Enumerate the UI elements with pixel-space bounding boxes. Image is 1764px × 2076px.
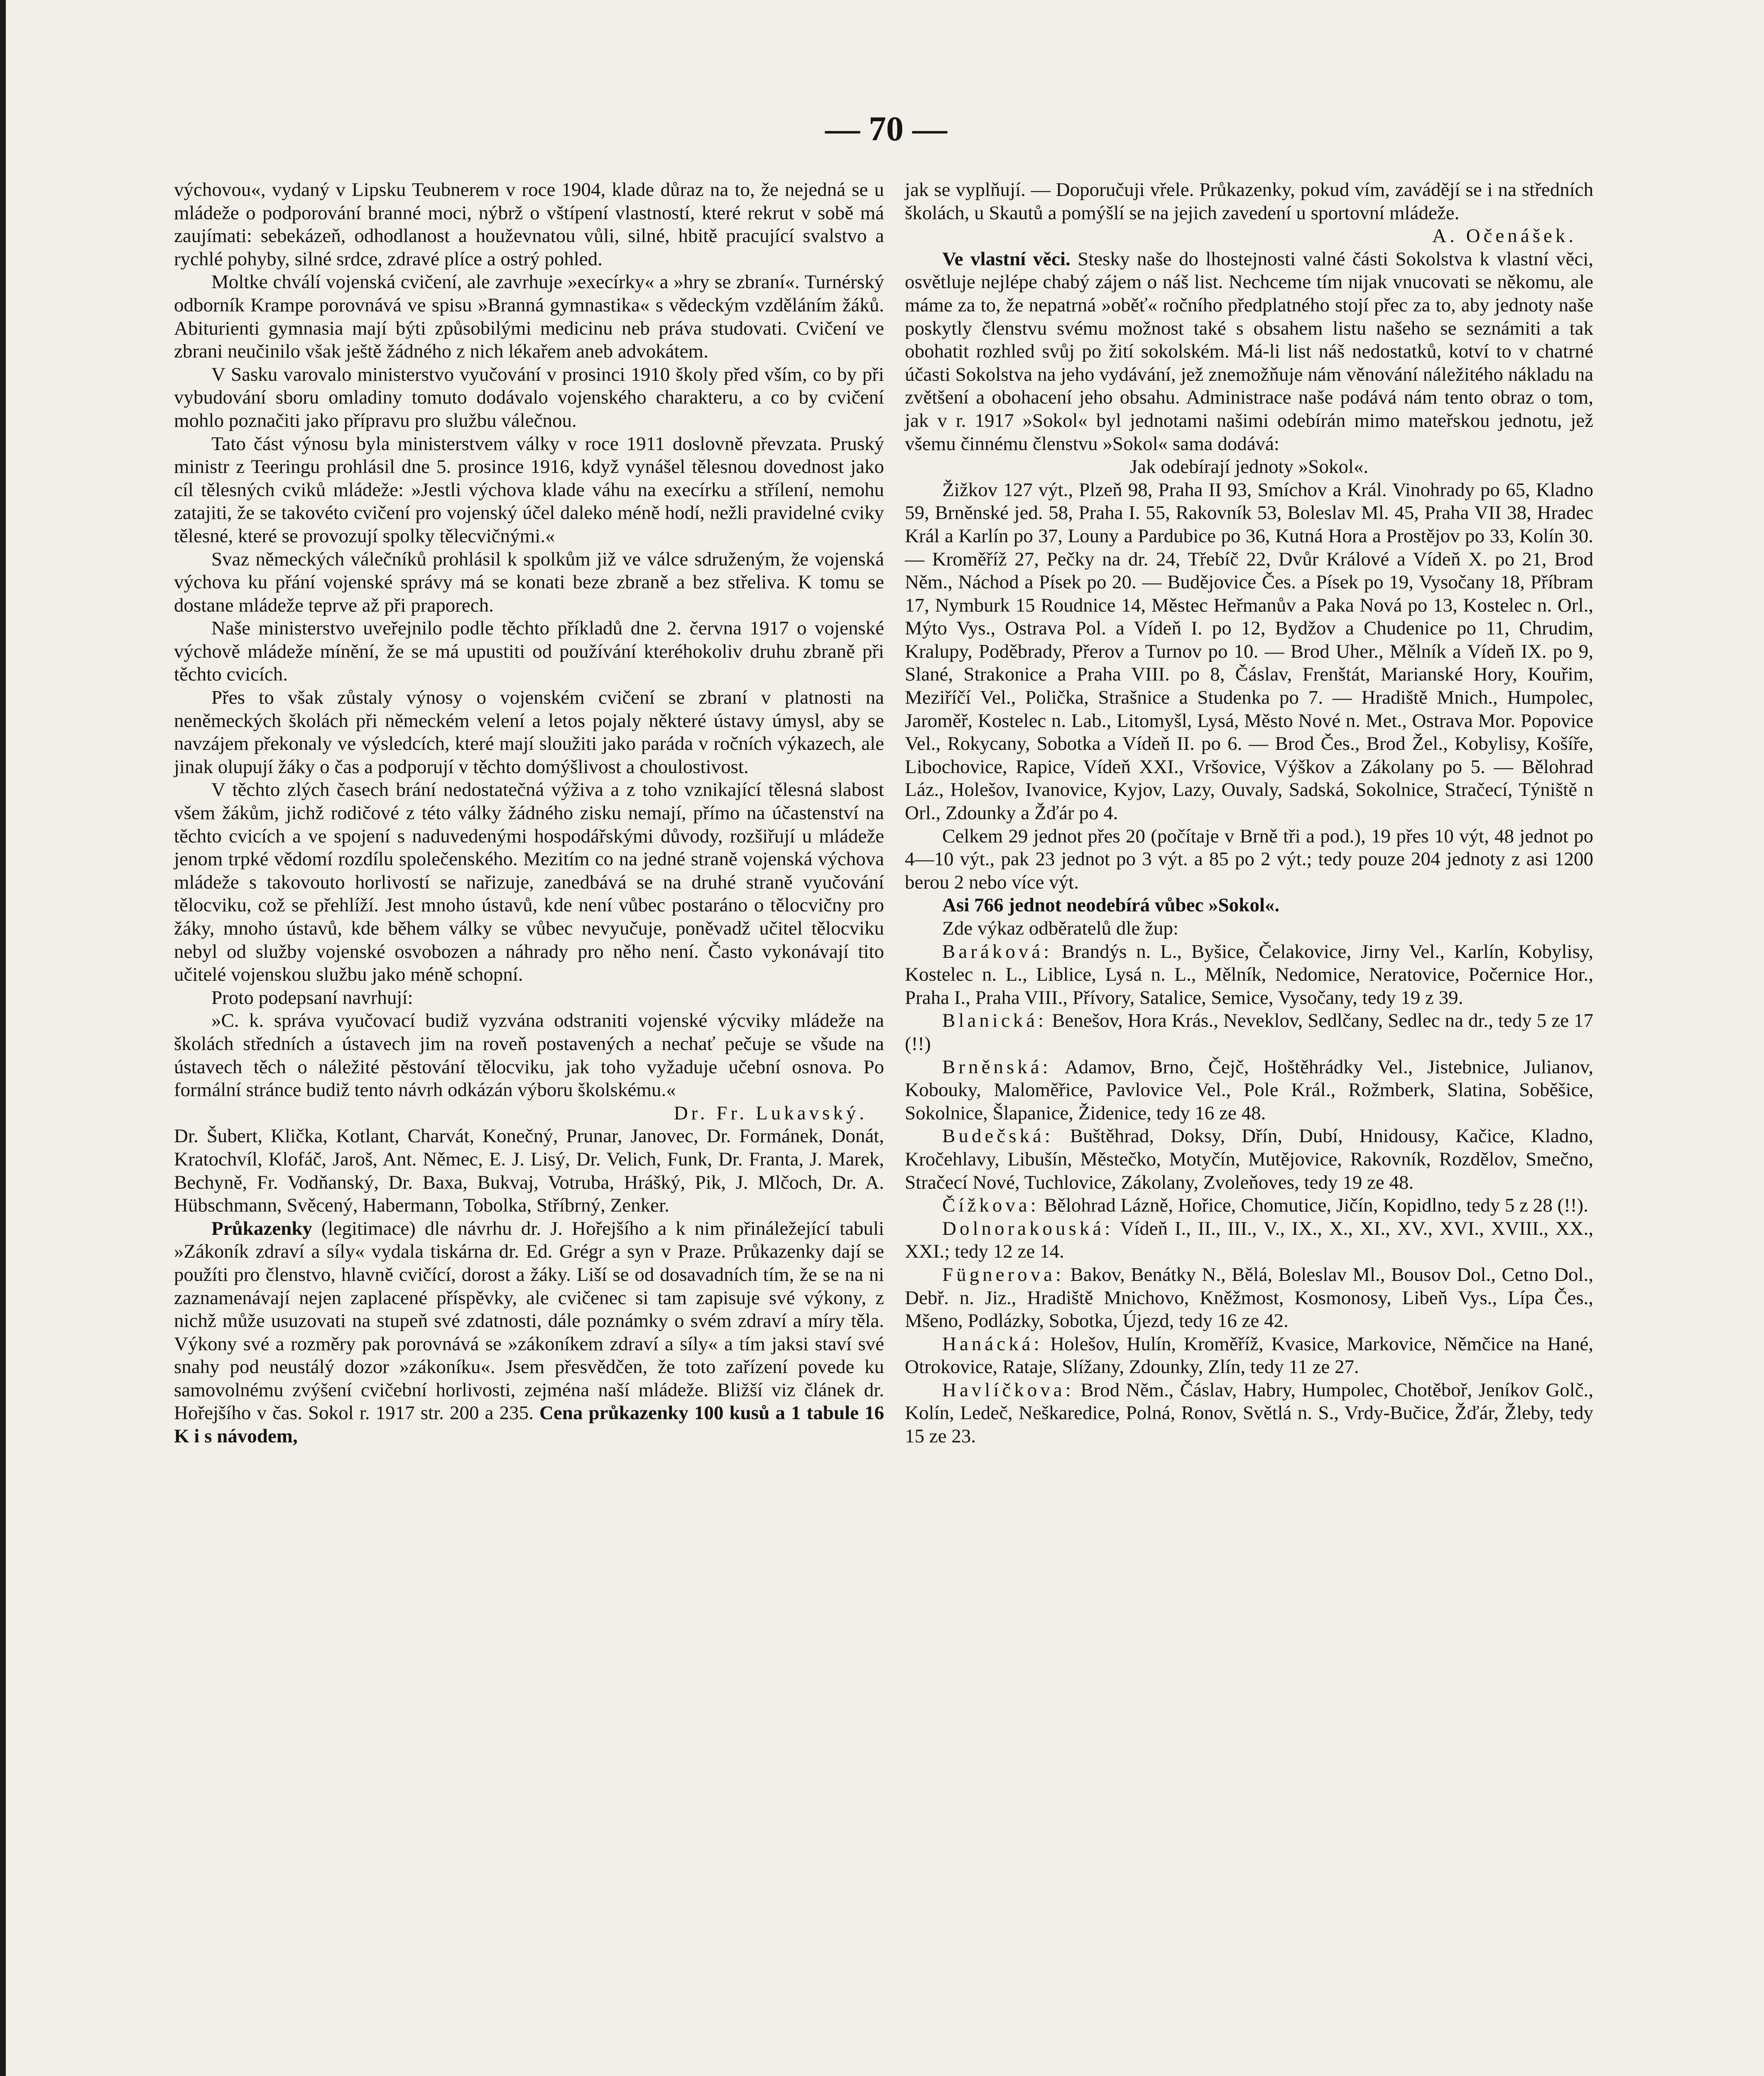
zupa-name: Fügnerova: — [942, 1263, 1065, 1285]
zupa-name: Havlíčkova: — [942, 1379, 1074, 1401]
zupa-entry — [905, 1263, 1593, 1333]
zupa-members: Brod Něm., Čáslav, Habry, Humpolec, Chotěboř, Jeníkov Golč., Kolín, Ledeč, Neškaredice, Polná, Ronov, Světlá n. S., Vrdy-Bučice, Žďár, Žleby, tedy 15 ze 23. — [905, 1379, 1593, 1447]
zupa-name: Brněnská: — [942, 1056, 1051, 1078]
paragraph: Naše ministerstvo uveřejnilo podle těchto příkladů dne 2. června 1917 o vojenské výchově mládeže mínění, že se má upustiti od používání kteréhokoliv druhu zbraně při těchto cvicích. — [174, 617, 884, 685]
zupa-entry — [905, 1056, 1593, 1125]
zupa-members: Brandýs n. L., Byšice, Čelakovice, Jirny Vel., Karlín, Kobylisy, Kostelec n. L., Liblice, Lysá n. L., Mělník, Nedomice, Neratovice, Počernice Hor., Praha I., Praha VIII., Přívory, Satalice, Semice, Vysočany, tedy 19 z 39. — [905, 940, 1593, 1009]
zupa-members: Benešov, Hora Krás., Neveklov, Sedlčany, Sedlec na dr., tedy 5 ze 17 (!!) — [905, 1010, 1593, 1055]
zupa-entry — [905, 1125, 1593, 1194]
paragraph: Tato část výnosu byla ministerstvem války v roce 1911 doslovně převzata. Pruský ministr z Teeringu prohlásil dne 5. prosince 1916, když vynášel tělesnou dovednost jako cíl tělesných cviků mládeže: »Jestli výchova klade váhu na execírku a střílení, nemohu zatajiti, že se takovéto cvičení pro vojenský účel daleko méně hodí, nežli pravidelné cviky tělesné, které se provozují spolky tělecvičnými.« — [174, 433, 884, 547]
paragraph: Proto podepsaní navrhují: — [211, 987, 413, 1009]
paragraph: Svaz německých válečníků prohlásil k spolkům již ve válce sdruženým, že vojenská výchova ku přání vojenské správy má se konati beze zbraně a bez střeliva. K tomu se dostane mládeže teprve až při praporech. — [174, 548, 884, 616]
zupa-members: Holešov, Hulín, Kroměříž, Kvasice, Markovice, Němčice na Hané, Otrokovice, Rataje, Slížany, Zdounky, Zlín, tedy 11 ze 27. — [905, 1333, 1593, 1378]
paragraph-text: Stesky naše do lhostejnosti valné části Sokolstva k vlastní věci, osvětluje nejlépe chabý zájem o náš list. Nechceme tím nijak vnucovati se někomu, ale máme za to, že nepatrná »oběť« ročního předplatného stojí přec za to, aby jednoty naše poskytly členstvu svému možnost také s obsahem listu našeho se seznámiti a tak obohatit rozhled svůj po žití sokolském. Má-li list náš nedostatků, kotví to v chatrné účasti Sokolstva na jeho vydávání, jež znemožňuje nám věnování náležitého nákladu na zvětšení a obohacení jeho obsahu. Administrace naše podává nám tento obraz o tom, jak v r. 1917 »Sokol« byl jednotami našimi odebírán mimo mateřskou jednotu, jež všemu činnému členstvu »Sokol« sama dodává: — [905, 248, 1594, 455]
subheading: Jak odebírají jednoty »Sokol«. — [1129, 456, 1369, 478]
paragraph: Přes to však zůstaly výnosy o vojenském cvičení se zbraní v platnosti na neněmeckých školách při německém velení a letos pojaly některé ústavy úmysl, aby se navzájem překonaly ve výsledcích, které mají sloužiti jako paráda v ročních výkazech, ale jinak olupují žáky o čas a podporují v těchto domýšlivost a choulostivost. — [174, 687, 884, 778]
zupa-entry — [905, 1217, 1593, 1263]
right-column — [905, 179, 1593, 1448]
paragraph: Moltke chválí vojenská cvičení, ale zavrhuje »execírky« a »hry se zbraní«. Turnérský odborník Krampe porovnává ve spisu »Branná gymnastika« s vědeckým vzděláním žáků. Abiturienti gymnasia mají býti způsobilými medicinu neb práva studovati. Cvičení ve zbrani neučinilo však ještě žádného z nich lékařem aneb advokátem. — [174, 271, 884, 362]
price-note: Cena průkazenky 100 kusů a 1 tabule 16 K i s návodem, — [174, 1402, 884, 1447]
section-heading: Ve vlastní věci. — [942, 248, 1071, 270]
paragraph: Zde výkaz odběratelů dle žup: — [942, 918, 1178, 939]
zupa-name: Budečská: — [942, 1125, 1054, 1147]
zupa-members: Bělohrad Lázně, Hořice, Chomutice, Jičín, Kopidlno, tedy 5 z 28 (!!). — [1039, 1195, 1588, 1217]
paragraph: Celkem 29 jednot přes 20 (počítaje v Brně tři a pod.), 19 přes 10 výt, 48 jednot po 4—10 výt., pak 23 jednot po 3 výt. a 85 po 2 výt.; tedy pouze 204 jednoty z asi 1200 berou 2 nebo více výt. — [905, 825, 1593, 893]
paragraph: V těchto zlých časech brání nedostatečná výživa a z toho vznikající tělesná slabost všem žákům, jichž rodičové z této války žádného zisku nemají, přímo na účastenství na těchto cvicích a ve spojení s naduvedenými hospodářskými důvody, rozšiřují u mládeže jenom trpké vědomí rozdílu společenského. Mezitím co na jedné straně vojenská výchova mládeže s takovouto horlivostí se nařizuje, zanedbává se na druhé straně vyučování tělocviku, což se přehlíží. Jest mnoho ústavů, kde není vůbec postaráno o tělocvičny pro žáky, mnoho ústavů, kde během války se vůbec nevyučuje, poněvadž učitel tělocviku nebyl od služby vojenské osvobozen a náhrady pro něho není. Často vykonávají tito učitelé vojenskou službu jako méně schopní. — [174, 779, 884, 986]
zupa-name: Dolnorakouská: — [942, 1217, 1114, 1239]
zupa-members: Bakov, Benátky N., Bělá, Boleslav Ml., Bousov Dol., Cetno Dol., Debř. n. Jiz., Hradiště Mnichovo, Kněžmost, Kosmonosy, Libeň Vys., Lípa Čes., Mšeno, Podlázky, Sobotka, Újezd, tedy 16 ze 42. — [905, 1263, 1593, 1332]
signature: A. Očenášek. — [1432, 225, 1577, 247]
paragraph-prukazenky — [174, 1217, 884, 1448]
bold-text: Asi 766 jednot neodebírá vůbec »Sokol«. — [942, 894, 1280, 916]
proposal-paragraph: »C. k. správa vyučovací budiž vyzvána odstraniti vojenské výcviky mládeže na školách středních a ústavech jim na roveň postavených a nechať pečuje se všude na ústavech těch o náležité pěstování tělocviku, jak toho vyžaduje učební osnova. Po formální stránce budiž tento návrh odkázán výboru školskému.« — [174, 1010, 884, 1101]
zupa-members: Adamov, Brno, Čejč, Hoštěhrádky Vel., Jistebnice, Julianov, Kobouky, Maloměřice, Pavlovice Vel., Pole Král., Rožmberk, Slatina, Soběšice, Sokolnice, Šlapanice, Židenice, tedy 16 ze 48. — [905, 1056, 1593, 1124]
zupa-name: Baráková: — [942, 940, 1053, 962]
zupa-entry — [905, 1379, 1593, 1448]
paragraph: jak se vyplňují. — Doporučuji vřele. Průkazenky, pokud vím, zavádějí se i na středních školách, u Skautů a pomýšlí se na jejich zavedení u sportovní mládeže. — [905, 179, 1593, 224]
paragraph-vlastni — [905, 248, 1593, 455]
zupa-entry — [905, 1333, 1593, 1379]
page-number: — 70 — — [825, 110, 947, 148]
left-column — [174, 179, 884, 1448]
paragraph-text: (legitimace) dle návrhu dr. J. Hořejšího a k nim přináležející tabuli »Zákoník zdraví a síly« vydala tiskárna dr. Ed. Grégr a syn v Praze. Průkazenky dají se použíti pro členstvo, hlavně cvičící, dorost a žáky. Liší se od dosavadních tím, že se na ni zaznamenávají nejen zaplacené příspěvky, ale cvičenec si tam zapisuje své výkony, z nichž může usuzovati na stupeň své zdatnosti, dále poznámky o svém zdraví a míry těla. Výkony své a rozměry pak porovnává se »zákoníkem zdraví a síly« a tím jaksi staví své snahy pod neustálý dozor »zákoníku«. Jsem přesvědčen, že toto zařízení povede ku samovolnému zvýšení cvičební horlivosti, zejména naší mládeže. Bližší viz článek dr. Hořejšího v čas. Sokol r. 1917 str. 200 a 235. — [174, 1217, 884, 1424]
zupa-entry — [905, 1009, 1593, 1055]
zupa-members: Buštěhrad, Doksy, Dřín, Dubí, Hnidousy, Kačice, Kladno, Kročehlavy, Libušín, Městečko, Motyčín, Mutějovice, Rakovník, Rozdělov, Smečno, Stračecí Nové, Tuchlovice, Zákolany, Zvoleňoves, tedy 19 ze 48. — [905, 1125, 1593, 1193]
zupy-list — [905, 940, 1593, 1448]
signature: Dr. Fr. Lukavský. — [674, 1102, 867, 1124]
paragraph: Žižkov 127 výt., Plzeň 98, Praha II 93, Smíchov a Král. Vinohrady po 65, Kladno 59, Brněnské jed. 58, Praha I. 55, Rakovník 53, Boleslav Ml. 45, Praha VII 38, Hradec Král a Karlín po 37, Louny a Pardubice po 36, Kutná Hora a Prostějov po 33, Kolín 30. — Kroměříž 27, Pečky na dr. 24, Třebíč 22, Dvůr Králové a Vídeň X. po 21, Brod Něm., Náchod a Písek po 20. — Budějovice Čes. a Písek po 19, Vysočany 18, Příbram 17, Nymburk 15 Roudnice 14, Městec Heřmanův a Paka Nová po 13, Kostelec n. Orl., Mýto Vys., Ostrava Pol. a Vídeň I. po 12, Bydžov a Chudenice po 11, Chrudim, Kralupy, Poděbrady, Přerov a Turnov po 10. — Brod Uher., Mělník a Vídeň IX. po 9, Slané, Strakonice a Praha VIII. po 8, Čáslav, Frenštát, Marianské Hory, Kouřim, Meziříčí Vel., Polička, Strašnice a Studenka po 7. — Hradiště Mnich., Humpolec, Jaroměř, Kostelec n. Lab., Litomyšl, Lysá, Město Nové n. Met., Ostrava Mor. Popovice Vel., Rokycany, Sobotka a Vídeň II. po 6. — Brod Čes., Brod Žel., Kobylisy, Košíře, Libochovice, Rapice, Vídeň XXI., Vršovice, Výškov a Zákolany po 5. — Bělohrad Láz., Holešov, Ivanovice, Kyjov, Lazy, Ouvaly, Sadská, Sokolnice, Stračecí, Týniště n Orl., Zdounky a Žďár po 4. — [905, 479, 1593, 824]
zupa-name: Čížkova: — [942, 1195, 1039, 1217]
zupa-entry — [905, 940, 1593, 1010]
paragraph: výchovou«, vydaný v Lipsku Teubnerem v roce 1904, klade důraz na to, že nejedná se u mládeže o podporování branné moci, nýbrž o vštípení vlastností, které rekrut v sobě má zaujímati: sebekázeň, odhodlanost a houževnatou vůli, silné, hbitě pracující svalstvo a rychlé pohyby, silné srdce, zdravé plíce a ostrý pohled. — [174, 179, 884, 270]
section-heading: Průkazenky — [211, 1217, 312, 1239]
bold-statement — [905, 894, 1593, 917]
signatories: Dr. Šubert, Klička, Kotlant, Charvát, Konečný, Prunar, Janovec, Dr. Formánek, Donát, Kratochvíl, Klofáč, Jaroš, Ant. Němec, E. J. Lisý, Dr. Velich, Funk, Dr. Franta, J. Marek, Bechyně, Fr. Vodňanský, Dr. Baxa, Bukvaj, Votruba, Hrášký, Pik, J. Mlčoch, Dr. A. Hübschmann, Svěcený, Habermann, Tobolka, Stříbrný, Zenker. — [174, 1125, 884, 1217]
zupa-name: Blanická: — [942, 1010, 1047, 1032]
paragraph: V Sasku varovalo ministerstvo vyučování v prosinci 1910 školy před vším, co by při vybudování sboru omladiny tomuto dodávalo vojenského charakteru, a co by cvičení mohlo poznačiti jako přípravu pro službu válečnou. — [174, 363, 884, 431]
zupa-entry — [905, 1194, 1593, 1217]
zupa-members: Vídeň I., II., III., V., IX., X., XI., XV., XVI., XVIII., XX., XXI.; tedy 12 ze 14. — [905, 1217, 1593, 1263]
zupa-name: Hanácká: — [942, 1333, 1043, 1355]
